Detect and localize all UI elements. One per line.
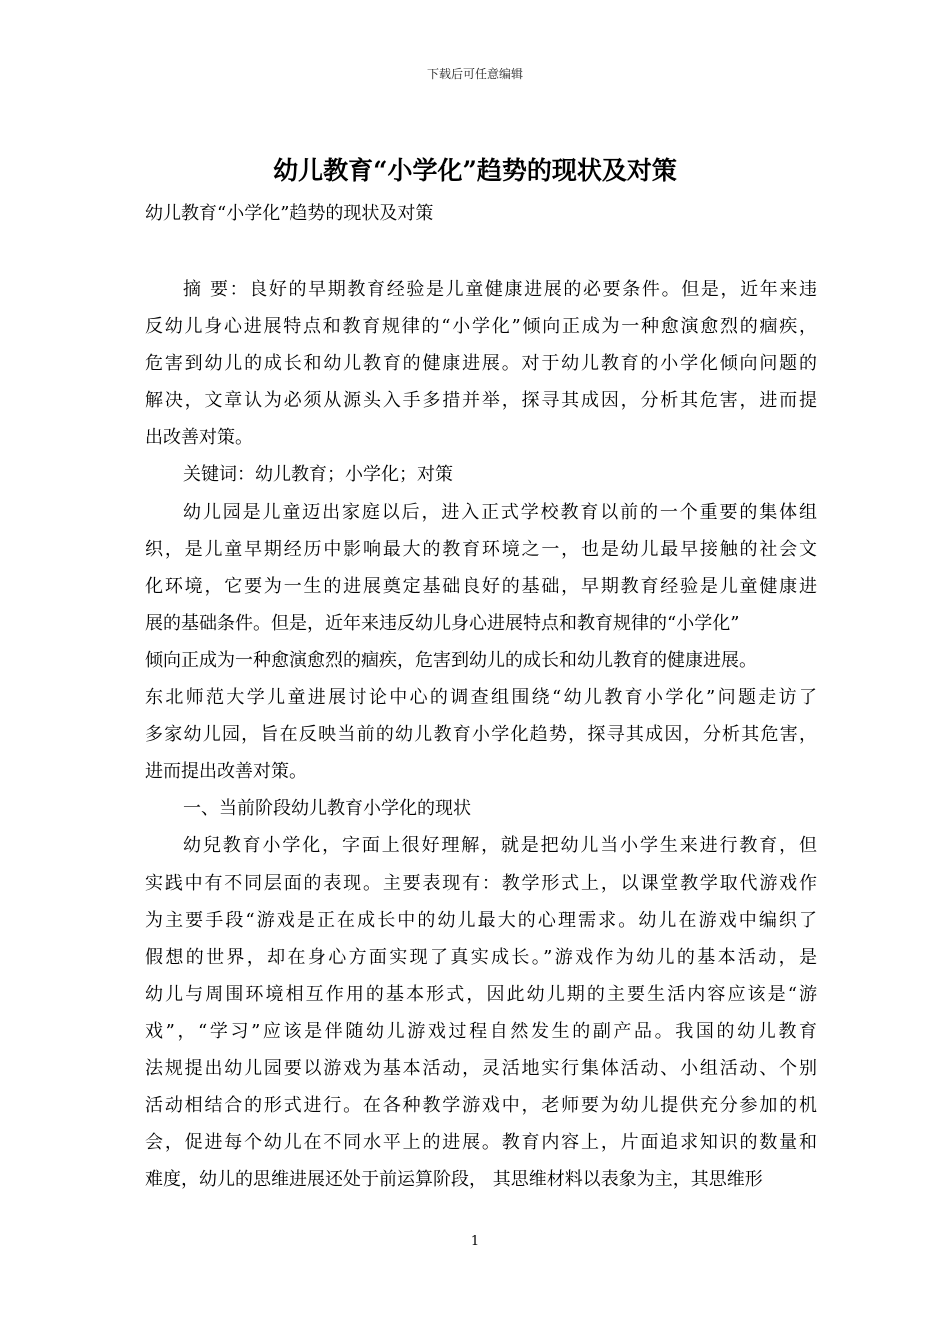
paragraph-line: 化环境，它要为一生的进展奠定基础良好的基础，早期教育经验是儿童健康进 (145, 575, 817, 597)
paragraph-line: 东北师范大学儿童进展讨论中心的调查组围绕“幼儿教育小学化”问题走访了 (145, 687, 817, 709)
document-subtitle: 幼儿教育“小学化”趋势的现状及对策 (145, 203, 434, 224)
paragraph-line: 难度，幼儿的思维进展还处于前运算阶段， 其思维材料以表象为主，其思维形 (145, 1169, 763, 1191)
page-number: 1 (470, 1234, 480, 1249)
document-body (145, 271, 817, 1198)
abstract-line: 摘 要：良好的早期教育经验是儿童健康进展的必要条件。但是，近年来违 (183, 279, 817, 300)
paragraph-line: 倾向正成为一种愈演愈烈的痼疾，危害到幼儿的成长和幼儿教育的健康进展。 (145, 649, 757, 671)
abstract-line: 危害到幼儿的成长和幼儿教育的健康进展。对于幼儿教育的小学化倾向问题的 (145, 353, 817, 375)
document-title: 幼儿教育“小学化”趋势的现状及对策 (273, 156, 677, 185)
paragraph-line: 戏”，“学习”应该是伴随幼儿游戏过程自然发生的副产品。我国的幼儿教育 (145, 1020, 817, 1042)
paragraph-line: 幼兒教育小学化，字面上很好理解，就是把幼儿当小学生来进行教育，但 (183, 835, 817, 857)
section-heading: 一、当前阶段幼儿教育小学化的现状 (183, 798, 471, 820)
abstract-line: 反幼儿身心进展特点和教育规律的“小学化”倾向正成为一种愈演愈烈的痼疾， (145, 316, 817, 338)
paragraph-line: 幼儿与周围环境相互作用的基本形式，因此幼儿期的主要生活内容应该是“游 (145, 983, 817, 1005)
page-header-note: 下载后可任意编辑 (426, 67, 523, 81)
paragraph-line: 为主要手段“游戏是正在成长中的幼儿最大的心理需求。幼儿在游戏中编织了 (145, 909, 817, 931)
paragraph-line: 织，是儿童早期经历中影响最大的教育环境之一，也是幼儿最早接触的社会文 (145, 538, 817, 560)
keywords-line: 关键词：幼儿教育；小学化；对策 (183, 464, 453, 486)
abstract-line: 出改善对策。 (145, 427, 253, 449)
abstract-line: 解决，文章认为必须从源头入手多措并举，探寻其成因，分析其危害，进而提 (145, 390, 817, 412)
paragraph-line: 假想的世界，却在身心方面实现了真实成长。”游戏作为幼儿的基本活动，是 (145, 946, 817, 968)
paragraph-line: 进而提出改善对策。 (145, 761, 307, 783)
paragraph-line: 幼儿园是儿童迈出家庭以后，进入正式学校教育以前的一个重要的集体组 (183, 501, 817, 523)
paragraph-line: 多家幼儿园，旨在反映当前的幼儿教育小学化趋势，探寻其成因，分析其危害， (145, 724, 817, 746)
paragraph-line: 实践中有不同层面的表现。主要表现有：教学形式上，以课堂教学取代游戏作 (145, 872, 817, 894)
paragraph-line: 法规提出幼儿园要以游戏为基本活动，灵活地实行集体活动、小组活动、个别 (145, 1057, 817, 1079)
paragraph-line: 会，促进每个幼儿在不同水平上的进展。教育内容上，片面追求知识的数量和 (145, 1132, 817, 1154)
paragraph-line: 展的基础条件。但是，近年来违反幼儿身心进展特点和教育规律的“小学化” (145, 612, 740, 634)
paragraph-line: 活动相结合的形式进行。在各种教学游戏中，老师要为幼儿提供充分参加的机 (145, 1095, 817, 1117)
